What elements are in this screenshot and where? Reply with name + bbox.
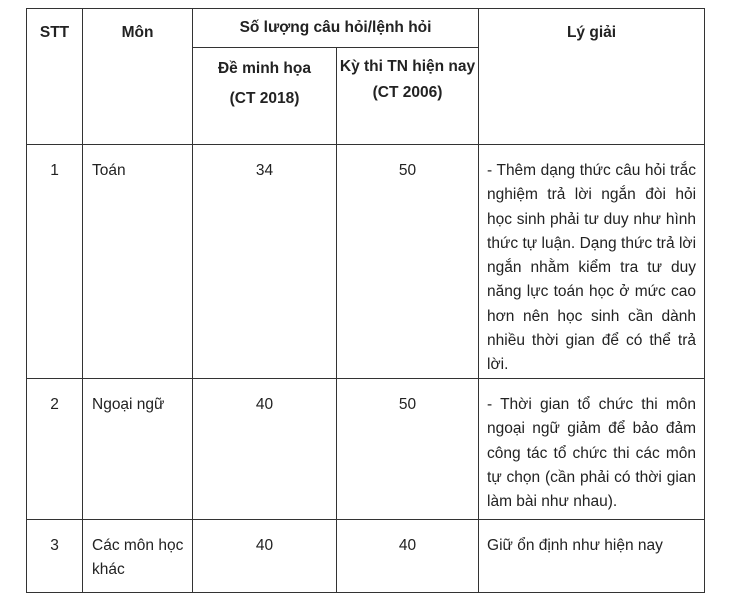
cell-stt: 1: [27, 145, 83, 379]
cell-ly-giai: Giữ ổn định như hiện nay: [479, 520, 705, 593]
cell-ly-giai: - Thêm dạng thức câu hỏi trắc nghiệm trả lời ngắn đòi hỏi học sinh phải tư duy như hình thức tự luận. Dạng thức trả lời ngắn nhằm kiểm tra tư duy năng lực toán học ở mức cao hơn nên học sinh cần dành nhiều thời gian để có thể trả lời.: [479, 145, 705, 379]
header-ky-thi: [337, 48, 479, 145]
header-stt: STT: [27, 9, 83, 145]
table-row: [27, 145, 705, 379]
header-ly-giai: Lý giải: [479, 9, 705, 145]
header-mon: Môn: [83, 9, 193, 145]
cell-de-minh-hoa: 34: [193, 145, 337, 379]
cell-stt: 2: [27, 379, 83, 520]
header-so-luong: Số lượng câu hỏi/lệnh hỏi: [193, 9, 479, 48]
table-row: [27, 520, 705, 593]
cell-mon: Ngoại ngữ: [83, 379, 193, 520]
header-row: [27, 9, 705, 48]
cell-mon: Toán: [83, 145, 193, 379]
cell-ky-thi: 50: [337, 379, 479, 520]
cell-stt: 3: [27, 520, 83, 593]
comparison-table: [26, 8, 705, 593]
cell-de-minh-hoa: 40: [193, 520, 337, 593]
cell-ky-thi: 50: [337, 145, 479, 379]
header-de-minh-hoa: [193, 48, 337, 145]
cell-mon: Các môn học khác: [83, 520, 193, 593]
header-de-minh-hoa-ct: (CT 2018): [229, 90, 300, 107]
header-ky-thi-ct: (CT 2006): [372, 84, 443, 101]
cell-ky-thi: 40: [337, 520, 479, 593]
header-ky-thi-label: Kỳ thi TN hiện nay: [339, 58, 476, 75]
header-de-minh-hoa-label: Đề minh họa: [217, 60, 311, 77]
cell-de-minh-hoa: 40: [193, 379, 337, 520]
cell-ly-giai: - Thời gian tổ chức thi môn ngoại ngữ giảm để bảo đảm công tác tổ chức thi các môn tự chọn (cần phải có thời gian làm bài như nhau).: [479, 379, 705, 520]
table-row: [27, 379, 705, 520]
